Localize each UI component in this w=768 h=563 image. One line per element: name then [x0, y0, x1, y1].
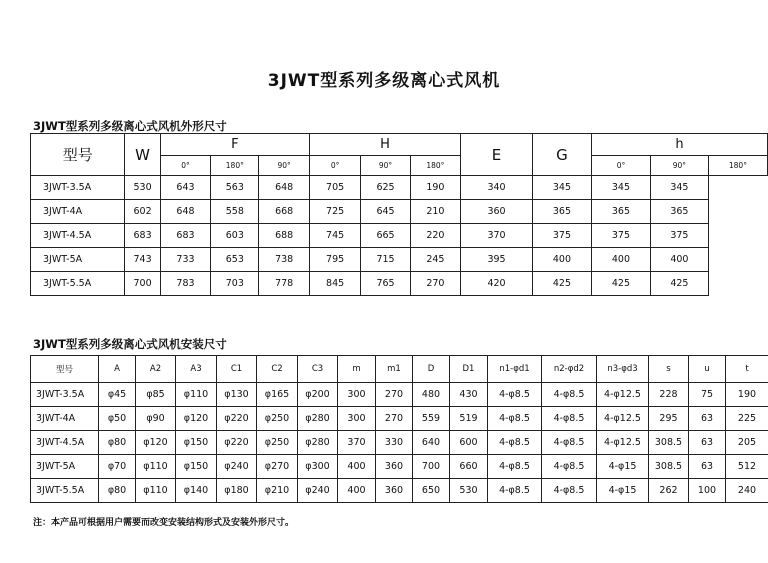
value-cell: φ240	[217, 455, 257, 479]
model-cell: 3JWT-4A	[31, 407, 99, 431]
value-cell: φ200	[298, 383, 338, 407]
value-cell: φ280	[298, 431, 338, 455]
value-cell: φ180	[217, 479, 257, 503]
value-cell: φ250	[257, 407, 298, 431]
value-cell: 400	[338, 455, 376, 479]
header-cell: A	[99, 356, 136, 383]
value-cell: 425	[650, 272, 708, 296]
value-cell: 725	[309, 200, 360, 224]
value-cell: 688	[259, 224, 309, 248]
value-cell: 480	[413, 383, 450, 407]
value-cell: 360	[461, 200, 533, 224]
value-cell: φ210	[257, 479, 298, 503]
value-cell: 603	[211, 224, 259, 248]
value-cell: 559	[413, 407, 450, 431]
table-row	[31, 176, 768, 200]
value-cell: φ300	[298, 455, 338, 479]
table-row	[31, 383, 768, 407]
value-cell: 795	[309, 248, 360, 272]
value-cell: 765	[361, 272, 410, 296]
header-cell: m1	[376, 356, 413, 383]
header-cell: u	[689, 356, 726, 383]
value-cell: 4-φ15	[597, 455, 649, 479]
value-cell: 660	[450, 455, 488, 479]
value-cell: 375	[591, 224, 650, 248]
value-cell: 4-φ15	[597, 479, 649, 503]
value-cell: 4-φ8.5	[542, 383, 597, 407]
value-cell: 330	[376, 431, 413, 455]
document-title: 3JWT型系列多级离心式风机	[267, 71, 501, 91]
value-cell: φ110	[176, 383, 217, 407]
value-cell: 360	[376, 455, 413, 479]
value-cell: 228	[649, 383, 689, 407]
value-cell: 653	[211, 248, 259, 272]
header-G: G	[532, 134, 591, 176]
value-cell: φ140	[176, 479, 217, 503]
value-cell: 270	[376, 383, 413, 407]
value-cell: 4-φ8.5	[488, 431, 542, 455]
value-cell: 308.5	[649, 431, 689, 455]
value-cell: 602	[125, 200, 160, 224]
header-cell: C1	[217, 356, 257, 383]
value-cell: 375	[650, 224, 708, 248]
header-cell: C3	[298, 356, 338, 383]
value-cell: 738	[259, 248, 309, 272]
header-F: F	[160, 134, 309, 156]
value-cell: 783	[160, 272, 210, 296]
value-cell: 4-φ12.5	[597, 431, 649, 455]
value-cell: 700	[413, 455, 450, 479]
value-cell: 648	[259, 176, 309, 200]
value-cell: 519	[450, 407, 488, 431]
model-cell: 3JWT-5.5A	[31, 479, 99, 503]
value-cell: 63	[689, 431, 726, 455]
model-cell: 3JWT-5A	[31, 455, 99, 479]
value-cell: 345	[532, 176, 591, 200]
value-cell: 400	[650, 248, 708, 272]
header-cell: 型号	[31, 356, 99, 383]
footnote: 注：本产品可根据用户需要而改变安装结构形式及安装外形尺寸。	[33, 518, 295, 528]
header-cell: n2-φd2	[542, 356, 597, 383]
value-cell: φ150	[176, 431, 217, 455]
value-cell: 425	[591, 272, 650, 296]
value-cell: 300	[338, 407, 376, 431]
model-cell: 3JWT-5A	[31, 248, 125, 272]
value-cell: 683	[160, 224, 210, 248]
value-cell: 745	[309, 224, 360, 248]
dimensions-table	[30, 133, 768, 296]
value-cell: 530	[125, 176, 160, 200]
value-cell: 4-φ8.5	[542, 431, 597, 455]
value-cell: 703	[211, 272, 259, 296]
value-cell: 4-φ8.5	[542, 479, 597, 503]
header-cell: n3-φd3	[597, 356, 649, 383]
value-cell: 225	[726, 407, 768, 431]
value-cell: 345	[591, 176, 650, 200]
value-cell: 600	[450, 431, 488, 455]
table-row	[31, 479, 768, 503]
value-cell: 4-φ12.5	[597, 407, 649, 431]
value-cell: φ150	[176, 455, 217, 479]
value-cell: 190	[726, 383, 768, 407]
value-cell: φ250	[257, 431, 298, 455]
model-cell: 3JWT-4.5A	[31, 224, 125, 248]
value-cell: 365	[650, 200, 708, 224]
value-cell: φ80	[99, 431, 136, 455]
value-cell: 63	[689, 455, 726, 479]
value-cell: 365	[591, 200, 650, 224]
value-cell: 512	[726, 455, 768, 479]
table-row	[31, 248, 768, 272]
value-cell: φ240	[298, 479, 338, 503]
value-cell: 370	[338, 431, 376, 455]
value-cell: φ220	[217, 431, 257, 455]
value-cell: 625	[361, 176, 410, 200]
model-cell: 3JWT-4A	[31, 200, 125, 224]
section-title-dimensions: 3JWT型系列多级离心式风机外形尺寸	[33, 119, 227, 133]
table-row	[31, 407, 768, 431]
value-cell: 190	[410, 176, 460, 200]
header-cell: n1-φd1	[488, 356, 542, 383]
value-cell: 395	[461, 248, 533, 272]
value-cell: 845	[309, 272, 360, 296]
value-cell: 425	[532, 272, 591, 296]
header-H: H	[309, 134, 460, 156]
section-title-installation: 3JWT型系列多级离心式风机安装尺寸	[33, 337, 227, 351]
value-cell: 715	[361, 248, 410, 272]
subheader-H-90: 90°	[361, 156, 410, 176]
value-cell: 400	[532, 248, 591, 272]
value-cell: φ110	[136, 455, 176, 479]
value-cell: 245	[410, 248, 460, 272]
model-cell: 3JWT-4.5A	[31, 431, 99, 455]
model-cell: 3JWT-3.5A	[31, 383, 99, 407]
value-cell: 650	[413, 479, 450, 503]
value-cell: 665	[361, 224, 410, 248]
header-E: E	[461, 134, 533, 176]
value-cell: 705	[309, 176, 360, 200]
installation-table	[30, 355, 768, 503]
value-cell: 430	[450, 383, 488, 407]
value-cell: 4-φ8.5	[488, 407, 542, 431]
value-cell: φ220	[217, 407, 257, 431]
value-cell: φ50	[99, 407, 136, 431]
value-cell: 683	[125, 224, 160, 248]
value-cell: 262	[649, 479, 689, 503]
value-cell: 308.5	[649, 455, 689, 479]
value-cell: 4-φ8.5	[542, 407, 597, 431]
value-cell: 645	[361, 200, 410, 224]
value-cell: φ130	[217, 383, 257, 407]
value-cell: φ80	[99, 479, 136, 503]
value-cell: φ270	[257, 455, 298, 479]
value-cell: 640	[413, 431, 450, 455]
value-cell: 300	[338, 383, 376, 407]
value-cell: 370	[461, 224, 533, 248]
table-row	[31, 455, 768, 479]
header-cell: D	[413, 356, 450, 383]
value-cell: 210	[410, 200, 460, 224]
value-cell: 733	[160, 248, 210, 272]
value-cell: φ120	[176, 407, 217, 431]
value-cell: 63	[689, 407, 726, 431]
value-cell: 563	[211, 176, 259, 200]
table-row	[31, 200, 768, 224]
subheader-h-0: 0°	[591, 156, 650, 176]
value-cell: φ165	[257, 383, 298, 407]
table-row	[31, 272, 768, 296]
subheader-F-180: 180°	[211, 156, 259, 176]
subheader-F-0: 0°	[160, 156, 210, 176]
value-cell: 530	[450, 479, 488, 503]
subheader-H-0: 0°	[309, 156, 360, 176]
value-cell: 345	[650, 176, 708, 200]
header-cell: C2	[257, 356, 298, 383]
subheader-h-90: 90°	[650, 156, 708, 176]
value-cell: φ85	[136, 383, 176, 407]
value-cell: φ110	[136, 479, 176, 503]
value-cell: φ45	[99, 383, 136, 407]
value-cell: φ70	[99, 455, 136, 479]
value-cell: 4-φ8.5	[488, 455, 542, 479]
value-cell: 643	[160, 176, 210, 200]
value-cell: 360	[376, 479, 413, 503]
value-cell: 558	[211, 200, 259, 224]
value-cell: φ120	[136, 431, 176, 455]
value-cell: φ90	[136, 407, 176, 431]
value-cell: 743	[125, 248, 160, 272]
value-cell: 4-φ8.5	[488, 479, 542, 503]
header-cell: A3	[176, 356, 217, 383]
header-cell: t	[726, 356, 768, 383]
model-cell: 3JWT-5.5A	[31, 272, 125, 296]
header-model: 型号	[31, 134, 125, 176]
header-cell: D1	[450, 356, 488, 383]
value-cell: 340	[461, 176, 533, 200]
value-cell: 4-φ8.5	[542, 455, 597, 479]
header-h: h	[591, 134, 767, 156]
value-cell: 220	[410, 224, 460, 248]
value-cell: 295	[649, 407, 689, 431]
value-cell: 400	[591, 248, 650, 272]
value-cell: φ280	[298, 407, 338, 431]
value-cell: 4-φ12.5	[597, 383, 649, 407]
value-cell: 648	[160, 200, 210, 224]
value-cell: 100	[689, 479, 726, 503]
header-cell: m	[338, 356, 376, 383]
value-cell: 270	[376, 407, 413, 431]
header-cell: A2	[136, 356, 176, 383]
value-cell: 778	[259, 272, 309, 296]
value-cell: 700	[125, 272, 160, 296]
value-cell: 4-φ8.5	[488, 383, 542, 407]
value-cell: 75	[689, 383, 726, 407]
value-cell: 375	[532, 224, 591, 248]
value-cell: 400	[338, 479, 376, 503]
value-cell: 668	[259, 200, 309, 224]
table-row	[31, 224, 768, 248]
subheader-F-90: 90°	[259, 156, 309, 176]
subheader-h-180: 180°	[708, 156, 767, 176]
table-row	[31, 431, 768, 455]
header-W: W	[125, 134, 160, 176]
subheader-H-180: 180°	[410, 156, 460, 176]
value-cell: 420	[461, 272, 533, 296]
value-cell: 240	[726, 479, 768, 503]
model-cell: 3JWT-3.5A	[31, 176, 125, 200]
value-cell: 270	[410, 272, 460, 296]
header-cell: s	[649, 356, 689, 383]
value-cell: 365	[532, 200, 591, 224]
value-cell: 205	[726, 431, 768, 455]
